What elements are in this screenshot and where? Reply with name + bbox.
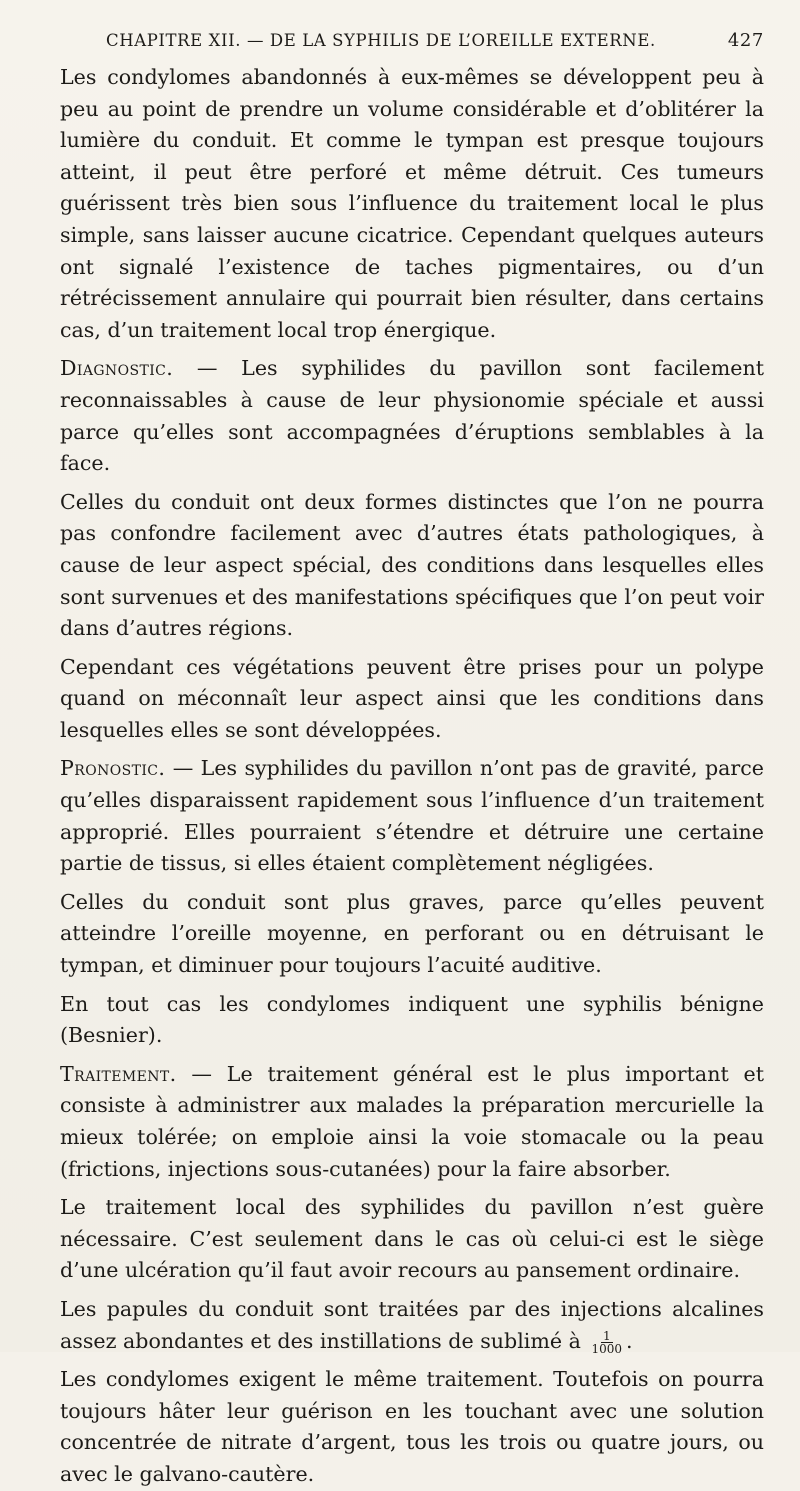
fraction-one-thousandth	[589, 1330, 624, 1355]
page-number: 427	[727, 30, 764, 51]
running-title: CHAPITRE XII. — DE LA SYPHILIS DE L’OREILLE EXTERNE.	[106, 31, 656, 50]
traitement-text: — Le traitement général est le plus important et consiste à administrer aux malades la préparation mercurielle la mieux tolérée; on emploie ainsi la voie stomacale ou la peau (frictions, injections sous-cutanées) pour la faire absorber.	[60, 1061, 764, 1181]
paragraph-traitement-local: Le traitement local des syphilides du pavillon n’est guère nécessaire. C’est seulement dans le cas où celui-ci est le siège d’une ulcération qu’il faut avoir recours au pansement ordinaire.	[60, 1195, 764, 1283]
papules-text: Les papules du conduit sont traitées par des injections alcalines assez abondantes et des instillations de sublimé à	[60, 1296, 764, 1353]
paragraph-conduit-graves: Celles du conduit sont plus graves, parce qu’elles peuvent atteindre l’oreille moyenne, en perforant ou en détruisant le tympan, et diminuer pour toujours l’acuité auditive.	[60, 889, 764, 978]
section-heading-pronostic: Pronostic.	[60, 756, 166, 781]
running-head	[60, 30, 764, 60]
section-heading-traitement: Traitement.	[60, 1061, 177, 1086]
paragraph-condylomes: Les condylomes abandonnés à eux-mêmes se développent peu à peu au point de prendre un volume considérable et d’oblitérer la lumière du conduit. Et comme le tympan est presque toujours atteint, il peut être perforé et même détruit. Ces tumeurs guérissent très bien sous l’influence du traitement local le plus simple, sans laisser aucune cicatrice. Cependant quelques auteurs ont signalé l’existence de taches pigmentaires, ou d’un rétrécissement annulaire qui pourrait bien résulter, dans certains cas, d’un traitement local trop énergique.	[60, 65, 764, 342]
paragraph-papules	[60, 1294, 764, 1357]
paragraph-besnier: En tout cas les condylomes indiquent une syphilis bénigne (Besnier).	[60, 991, 764, 1048]
paragraph-conduit-forms: Celles du conduit ont deux formes distinctes que l’on ne pourra pas confondre facilement avec d’autres états pathologiques, à cause de leur aspect spécial, des conditions dans lesquelles elles sont survenues et des manifestations spécifiques que l’on peut voir dans d’autres régions.	[60, 489, 764, 641]
pronostic-text: — Les syphilides du pavillon n’ont pas de gravité, parce qu’elles disparaissent rapidement sous l’influence d’un traitement approprié. Elles pourraient s’étendre et détruire une certaine partie de tissus, si elles étaient complètement négligées.	[60, 756, 764, 876]
paragraph-traitement	[60, 1059, 764, 1185]
paragraph-diagnostic	[60, 353, 764, 479]
paragraph-condylomes-traitement: Les condylomes exigent le même traitement. Toutefois on pourra toujours hâter leur guérison en les touchant avec une solution concentrée de nitrate d’argent, tous les trois ou quatre jours, ou avec le galvano-cautère.	[60, 1367, 764, 1486]
section-heading-diagnostic: Diagnostic.	[60, 356, 174, 381]
papules-end: .	[626, 1328, 633, 1353]
paragraph-pronostic	[60, 753, 764, 879]
diagnostic-text: — Les syphilides du pavillon sont facilement reconnaissables à cause de leur physionomie spéciale et aussi parce qu’elles sont accompagnées d’éruptions semblables à la face.	[60, 356, 764, 476]
paragraph-vegetations: Cependant ces végétations peuvent être prises pour un polype quand on méconnaît leur aspect ainsi que les conditions dans lesquelles elles se sont développées.	[60, 654, 764, 742]
fraction-denominator: 1000	[591, 1341, 623, 1356]
fraction-numerator: 1	[602, 1328, 611, 1343]
